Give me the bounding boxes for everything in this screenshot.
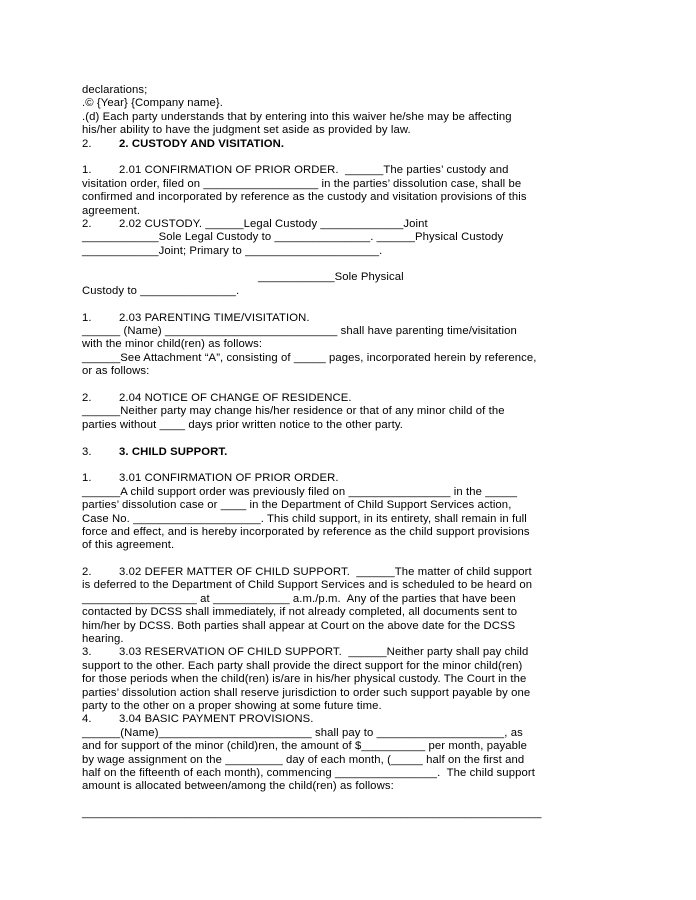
document-line [82, 392, 642, 405]
paragraph-number: 2. [82, 137, 92, 150]
document-line [82, 312, 642, 325]
paragraph-number: 2. [82, 217, 92, 230]
line-text: ______A child support order was previously filed on ________________ in the _____ [82, 485, 518, 498]
document-line [82, 405, 642, 418]
line-text: 2.02 CUSTODY. ______Legal Custody _____________Joint [119, 217, 428, 230]
blank-line [82, 459, 642, 472]
section-heading: 3. CHILD SUPPORT. [119, 445, 228, 458]
line-text: support to the other. Each party shall provide the direct support for the minor child(ren) [82, 659, 523, 672]
document-line [82, 84, 642, 97]
line-text: .(d) Each party understands that by entering into this waiver he/she may be affecting [82, 110, 512, 123]
document-line [82, 472, 642, 485]
document-line [82, 486, 642, 499]
line-text: ____________Sole Legal Custody to _______________. ______Physical Custody [82, 231, 504, 244]
document-line [82, 365, 642, 378]
line-text: __________________ at ____________ a.m./p.m. Any of the parties that have been [82, 592, 516, 605]
document-line [82, 178, 642, 191]
document-line [82, 727, 642, 740]
document-line [82, 124, 642, 137]
line-text: or as follows: [82, 365, 150, 378]
line-text: 3.03 RESERVATION OF CHILD SUPPORT. ______Neither party shall pay child [119, 646, 529, 659]
document-line [82, 338, 642, 351]
line-text: hearing. [82, 633, 124, 646]
line-text: with the minor child(ren) as follows: [82, 338, 263, 351]
line-text: parties’ dissolution case or ____ in the Department of Child Support Services action, [82, 499, 512, 512]
document-line [82, 754, 642, 767]
document-line [82, 780, 642, 793]
line-text: force and effect, and is hereby incorporated by reference as the child support provisions [82, 525, 530, 538]
paragraph-number: 1. [82, 311, 92, 324]
line-text: 2.04 NOTICE OF CHANGE OF RESIDENCE. [119, 391, 352, 404]
blank-line [82, 379, 642, 392]
document-line [82, 606, 642, 619]
document-line [82, 807, 642, 820]
line-text: Custody to _______________. [82, 284, 240, 297]
line-text: of this agreement. [82, 539, 175, 552]
document-line [82, 245, 642, 258]
line-text: 3.01 CONFIRMATION OF PRIOR ORDER. [119, 472, 339, 485]
blank-line [82, 258, 642, 271]
line-text: Case No. ____________________. This child support, in its entirety, shall remain in full [82, 512, 527, 525]
line-text: his/her ability to have the judgment set aside as provided by law. [82, 124, 411, 137]
line-text: amount is allocated between/among the child(ren) as follows: [82, 780, 394, 793]
document-line [82, 539, 642, 552]
document-content [82, 84, 642, 820]
paragraph-number: 1. [82, 164, 92, 177]
document-line [82, 526, 642, 539]
line-text: parties’ dissolution action shall reserve jurisdiction to order such support payable by one [82, 686, 531, 699]
line-text: .© {Year} {Company name}. [82, 97, 224, 110]
line-text: ______ (Name) ___________________________ shall have parenting time/visitation [82, 325, 517, 338]
line-text: ________________________________________________________________________ [82, 807, 542, 820]
document-line [82, 446, 642, 459]
document-line [82, 767, 642, 780]
blank-line [82, 553, 642, 566]
line-text: contacted by DCSS shall immediately, if not already completed, all documents sent to [82, 606, 518, 619]
section-heading: 2. CUSTODY AND VISITATION. [119, 137, 285, 150]
line-text: party to the other on a proper showing at some future time. [82, 699, 382, 712]
document-line [82, 205, 642, 218]
line-text: parties without ____ days prior written notice to the other party. [82, 418, 403, 431]
line-text: 2.03 PARENTING TIME/VISITATION. [119, 311, 310, 324]
document-line [82, 646, 642, 659]
paragraph-number: 4. [82, 713, 92, 726]
line-text: ____________Sole Physical [258, 271, 404, 284]
line-text: 3.02 DEFER MATTER OF CHILD SUPPORT. ______The matter of child support [119, 566, 532, 579]
document-line [82, 352, 642, 365]
line-text: him/her by DCSS. Both parties shall appear at Court on the above date for the DCSS [82, 619, 516, 632]
document-line [82, 111, 642, 124]
document-line [82, 325, 642, 338]
line-text: 2.01 CONFIRMATION OF PRIOR ORDER. ______The parties’ custody and [119, 164, 509, 177]
document-line [82, 579, 642, 592]
line-text: and for support of the minor (child)ren, the amount of $__________ per month, payable [82, 740, 527, 753]
document-line [82, 633, 642, 646]
document-line [82, 620, 642, 633]
document-line [82, 660, 642, 673]
line-text: ______Neither party may change his/her residence or that of any minor child of the [82, 405, 505, 418]
line-text: ______See Attachment “A”, consisting of _____ pages, incorporated herein by reference, [82, 351, 537, 364]
document-line [82, 740, 642, 753]
document-line [82, 97, 642, 110]
line-text: 3.04 BASIC PAYMENT PROVISIONS. [119, 713, 314, 726]
document-line [82, 285, 642, 298]
line-text: ____________Joint; Primary to _____________________. [82, 244, 383, 257]
document-line [258, 271, 642, 284]
document-line [82, 687, 642, 700]
line-text: agreement. [82, 204, 141, 217]
line-text: half on the fifteenth of each month), commencing ________________. The child support [82, 766, 535, 779]
paragraph-number: 3. [82, 646, 92, 659]
line-text: for those periods when the child(ren) is/are in his/her physical custody. The Court in the [82, 673, 527, 686]
line-text: declarations; [82, 84, 148, 96]
document-line [82, 138, 642, 151]
document-line [82, 231, 642, 244]
document-line [82, 164, 642, 177]
line-text: confirmed and incorporated by reference as the custody and visitation provisions of this [82, 191, 527, 204]
blank-line [82, 298, 642, 311]
line-text: by wage assignment on the _________ day of each month, (_____ half on the first and [82, 753, 525, 766]
blank-line [82, 794, 642, 807]
document-line [82, 713, 642, 726]
paragraph-number: 2. [82, 566, 92, 579]
blank-line [82, 151, 642, 164]
line-text: ______(Name)________________________ shall pay to ____________________, as [82, 726, 523, 739]
blank-line [82, 432, 642, 445]
document-line [82, 593, 642, 606]
line-text: is deferred to the Department of Child Support Services and is scheduled to be heard on [82, 579, 533, 592]
document-line [82, 673, 642, 686]
document-line [82, 499, 642, 512]
document-line [82, 191, 642, 204]
document-line [82, 419, 642, 432]
document-line [82, 218, 642, 231]
paragraph-number: 1. [82, 472, 92, 485]
document-line [82, 700, 642, 713]
paragraph-number: 2. [82, 391, 92, 404]
document-line [82, 566, 642, 579]
line-text: visitation order, filed on __________________ in the parties’ dissolution case, shall be [82, 177, 522, 190]
paragraph-number: 3. [82, 445, 92, 458]
document-line [82, 513, 642, 526]
